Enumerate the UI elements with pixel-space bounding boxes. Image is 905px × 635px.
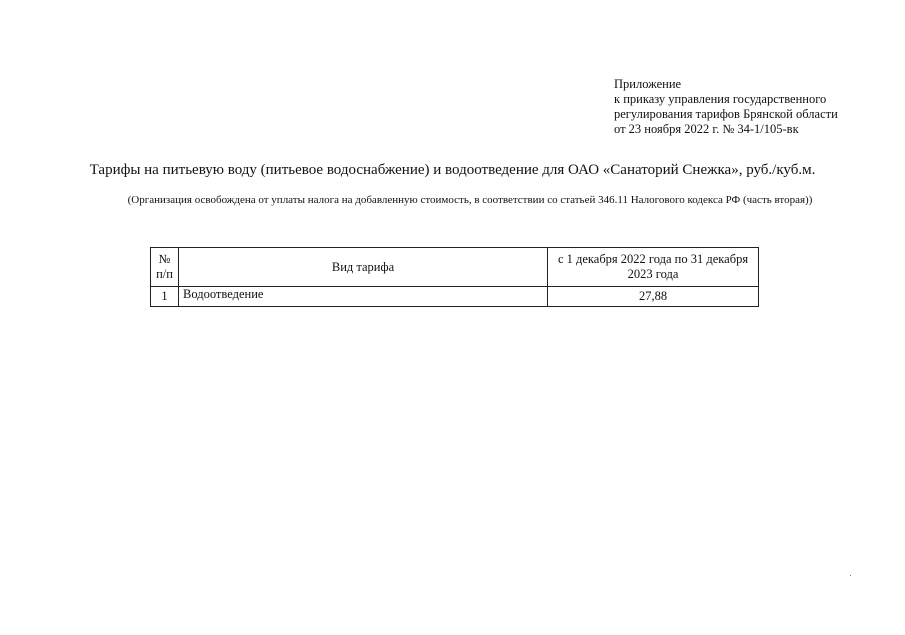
appendix-line: к приказу управления государственного xyxy=(614,92,827,106)
header-number-line2: п/п xyxy=(156,267,173,281)
scan-speck xyxy=(850,575,851,576)
document-title: Тарифы на питьевую воду (питьевое водоснабжение) и водоотведение для ОАО «Санаторий Снежка», руб./куб.м. xyxy=(89,162,816,178)
document-subtitle: (Организация освобождена от уплаты налога на добавленную стоимость, в соответствии со статьей 346.11 Налогового кодекса РФ (часть вторая)) xyxy=(127,194,813,206)
row-tariff-value: 27,88 xyxy=(548,287,759,307)
header-period-line1: с 1 декабря 2022 года по 31 декабря xyxy=(557,252,749,266)
header-number xyxy=(151,248,179,287)
header-period xyxy=(548,248,759,287)
table-row xyxy=(151,287,759,307)
appendix-note xyxy=(614,77,838,137)
table-header-row xyxy=(151,248,759,287)
row-number: 1 xyxy=(151,287,179,307)
header-period-line2: 2023 года xyxy=(627,267,679,281)
row-tariff-kind: Водоотведение xyxy=(179,287,548,307)
appendix-line: Приложение xyxy=(614,77,682,91)
appendix-line: регулирования тарифов Брянской области xyxy=(614,107,838,121)
header-number-line1: № xyxy=(158,252,171,266)
header-tariff-kind: Вид тарифа xyxy=(179,248,548,287)
tariff-table xyxy=(150,247,759,307)
appendix-line: от 23 ноября 2022 г. № 34-1/105-вк xyxy=(614,122,799,136)
